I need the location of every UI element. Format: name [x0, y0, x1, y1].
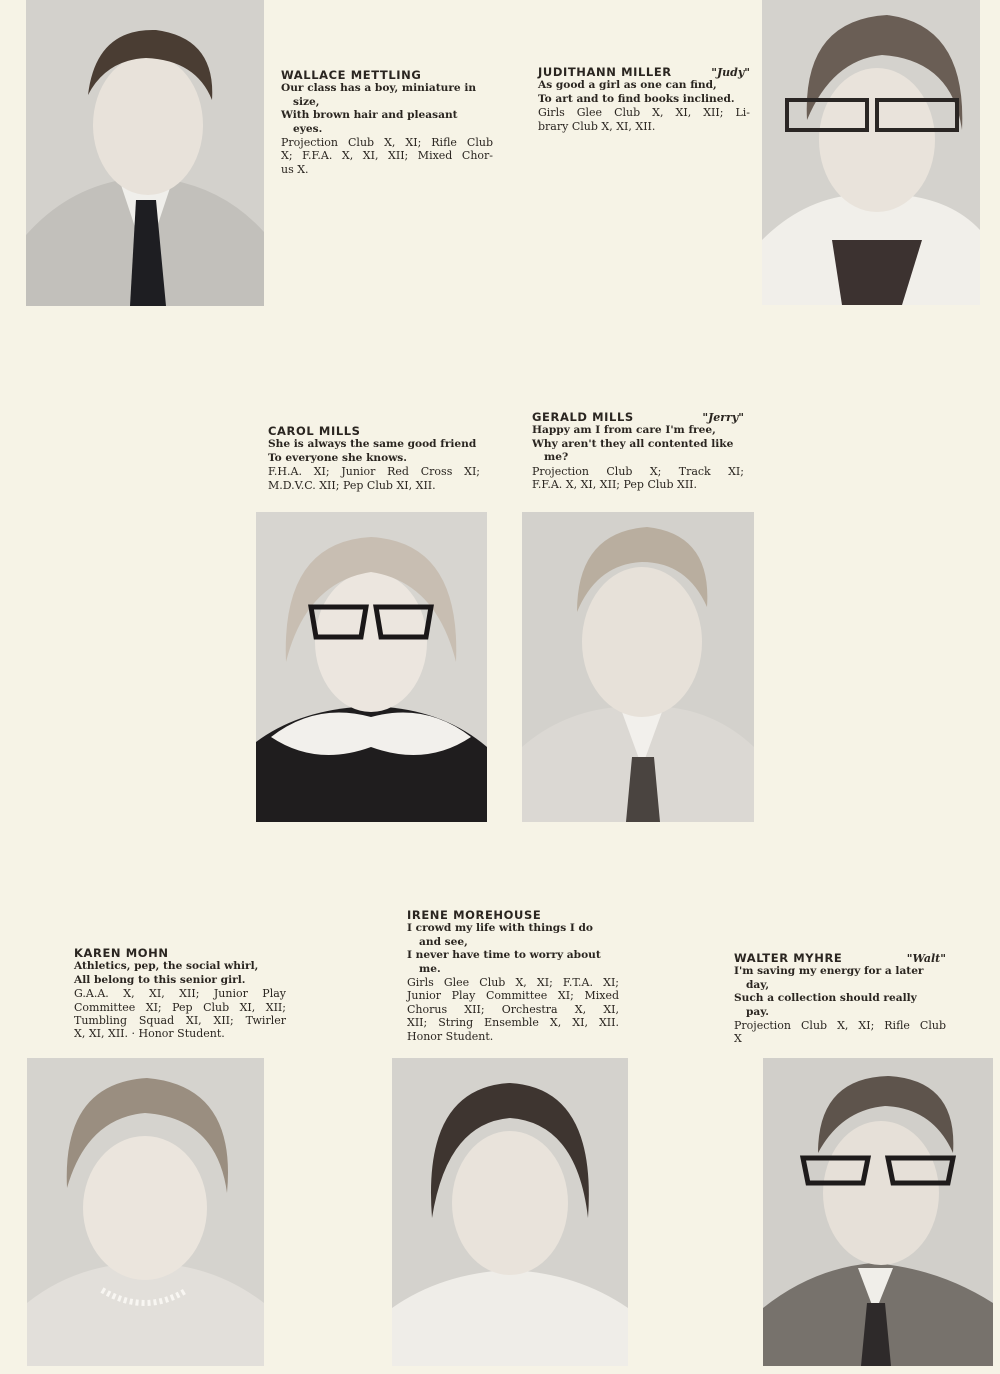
- student-activities: F.H.A. XI; Junior Red Cross XI; M.D.V.C. XII; Pep Club XI, XII.: [268, 465, 480, 492]
- portrait-photo-icon: [256, 512, 487, 822]
- student-activities: Girls Glee Club X, XI; F.T.A. XI; Junior Play Committee XI; Mixed Chorus XII; Orchestra X, XI, XII; String Ensemble X, XI, XII. Honor Student.: [407, 976, 619, 1043]
- bio-karen-mohn: [74, 947, 286, 1041]
- student-activities: Projection Club X, XI; Rifle Club X: [734, 1019, 946, 1046]
- student-verse: I'm saving my energy for a later day, Such a collection should really pay.: [734, 965, 924, 1018]
- student-verse: Athletics, pep, the social whirl, All belong to this senior girl.: [74, 960, 259, 986]
- portrait-wallace-mettling: [26, 0, 264, 306]
- portrait-photo-icon: [763, 1058, 993, 1366]
- student-name: GERALD MILLS: [532, 410, 634, 424]
- bio-judithann-miller: [538, 66, 750, 133]
- portrait-photo-icon: [26, 0, 264, 306]
- portrait-walter-myhre: [763, 1058, 993, 1366]
- bio-walter-myhre: [734, 952, 946, 1046]
- portrait-photo-icon: [762, 0, 980, 305]
- portrait-photo-icon: [27, 1058, 264, 1366]
- portrait-photo-icon: [392, 1058, 628, 1366]
- portrait-karen-mohn: [27, 1058, 264, 1366]
- student-activities: Projection Club X, XI; Rifle Club X; F.F.A. X, XI, XII; Mixed Chor- us X.: [281, 136, 493, 176]
- student-activities: G.A.A. X, XI, XII; Junior Play Committee XI; Pep Club XI, XII; Tumbling Squad XI, XII; Twirler X, XI, XII. · Honor Student.: [74, 987, 286, 1041]
- bio-gerald-mills: [532, 411, 744, 491]
- student-verse: Our class has a boy, miniature in size, With brown hair and pleasant eyes.: [281, 82, 477, 135]
- student-verse: As good a girl as one can find, To art and to find books inclined.: [538, 79, 735, 105]
- student-nickname: "Walt": [906, 952, 946, 965]
- student-name: WALLACE METTLING: [281, 68, 422, 82]
- student-name: IRENE MOREHOUSE: [407, 908, 542, 922]
- portrait-photo-icon: [522, 512, 754, 822]
- student-verse: She is always the same good friend To everyone she knows.: [268, 438, 477, 464]
- student-name: WALTER MYHRE: [734, 951, 843, 965]
- student-verse: Happy am I from care I'm free, Why aren't they all contented like me?: [532, 424, 734, 464]
- student-name: JUDITHANN MILLER: [538, 65, 672, 79]
- portrait-judithann-miller: [762, 0, 980, 305]
- portrait-irene-morehouse: [392, 1058, 628, 1366]
- bio-carol-mills: [268, 425, 480, 492]
- student-activities: Girls Glee Club X, XI, XII; Li- brary Club X, XI, XII.: [538, 106, 750, 133]
- student-verse: I crowd my life with things I do and see, I never have time to worry about me.: [407, 922, 601, 975]
- bio-wallace-mettling: [281, 69, 493, 176]
- student-activities: Projection Club X; Track XI; F.F.A. X, XI, XII; Pep Club XII.: [532, 464, 744, 492]
- student-name: KAREN MOHN: [74, 946, 169, 960]
- bio-irene-morehouse: [407, 909, 619, 1043]
- portrait-carol-mills: [256, 512, 487, 822]
- student-nickname: "Jerry": [702, 411, 744, 424]
- student-name: CAROL MILLS: [268, 424, 361, 438]
- student-nickname: "Judy": [711, 66, 750, 79]
- portrait-gerald-mills: [522, 512, 754, 822]
